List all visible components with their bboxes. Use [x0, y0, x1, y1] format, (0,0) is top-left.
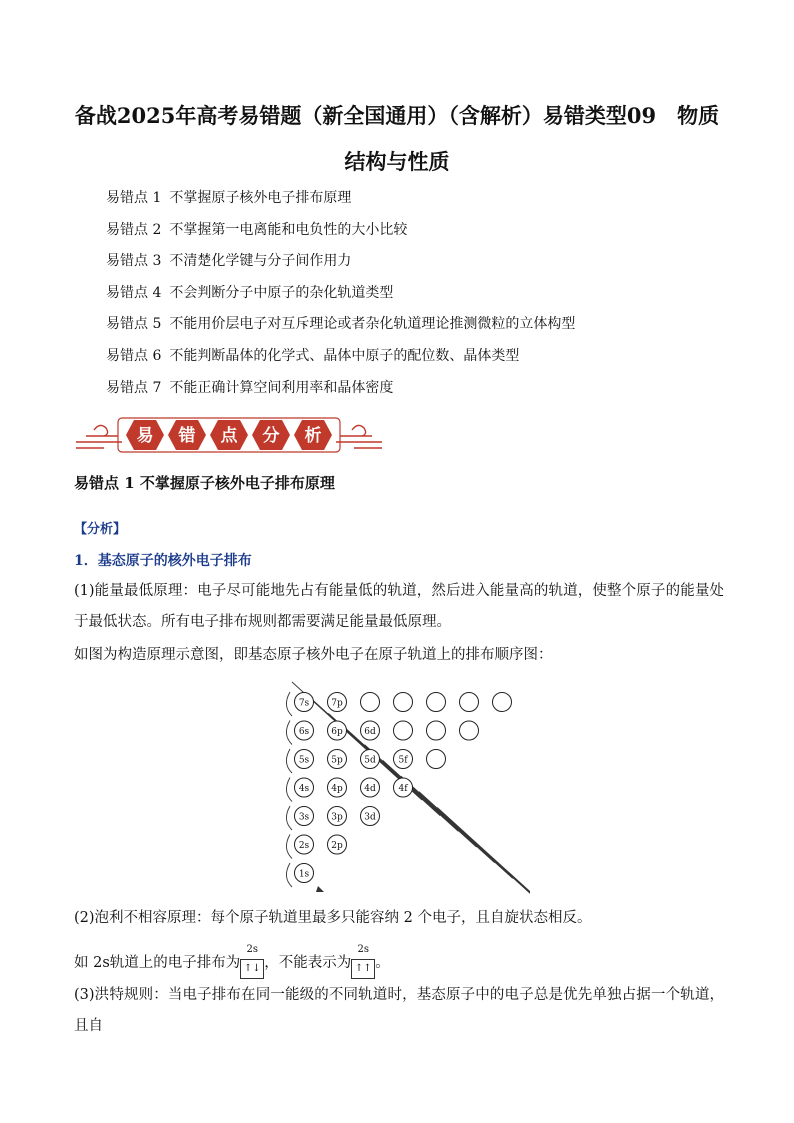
orbital-label: 2p — [331, 841, 343, 851]
orbital-box-wrong — [351, 944, 375, 979]
curl-path — [286, 749, 292, 773]
orbital-label: 6d — [364, 727, 376, 737]
empty-orbital-circle — [394, 721, 413, 740]
curl-path — [286, 806, 292, 830]
analysis-label: 【分析】 — [74, 522, 127, 537]
orbital-label: 7p — [331, 698, 343, 709]
paragraph-energy-principle: (1)能量最低原理：电子尽可能地先占有能量低的轨道，然后进入能量高的轨道，使整个原子的能量处于最低状态。所有电子排布规则都需要满足能量最低原理。 — [74, 583, 724, 630]
toc-item-label: 易错点 5 — [106, 316, 162, 333]
empty-orbital-circle — [427, 721, 446, 740]
orbital-label: 1s — [298, 869, 310, 880]
toc-item-label: 易错点 6 — [106, 347, 162, 364]
toc-item-text: 不能用价层电子对互斥理论或者杂化轨道理论推测微粒的立体构型 — [169, 316, 576, 333]
toc-list — [106, 184, 583, 405]
orbital-label: 7s — [298, 698, 310, 709]
empty-orbital-circle — [460, 693, 479, 712]
curl-path — [286, 863, 292, 887]
example-text-a: 如 2s轨道上的电子排布为 — [74, 955, 241, 971]
orbital-label: 5d — [364, 755, 376, 766]
orbital-label: 2s — [298, 841, 310, 851]
toc-item-text: 不能判断晶体的化学式、晶体中原子的配位数、晶体类型 — [169, 347, 520, 364]
toc-item-label: 易错点 7 — [106, 379, 162, 396]
orbital-label: 6s — [298, 727, 310, 737]
aufbau-diagram — [270, 670, 530, 896]
paragraph-diagram-intro: 如图为构造原理示意图，即基态原子核外电子在原子轨道上的排布顺序图： — [74, 647, 553, 663]
orbital-label: 4s — [298, 784, 310, 794]
banner-char: 分 — [262, 426, 280, 446]
orbital-label: 3s — [298, 812, 310, 823]
banner-char: 错 — [178, 426, 196, 446]
diagonal-curls — [286, 692, 292, 887]
banner-char: 易 — [136, 426, 154, 446]
orbital-box-label: 2s — [357, 944, 370, 955]
toc-item-text: 不掌握第一电离能和电负性的大小比较 — [169, 221, 408, 238]
orbital-label: 4p — [331, 784, 343, 794]
arrowhead-icon — [316, 886, 324, 892]
banner-char: 点 — [220, 426, 238, 446]
section-title: 易错点 1 不掌握原子核外电子排布原理 — [74, 474, 335, 492]
toc-item — [106, 342, 583, 374]
banner-right-swirl-icon — [336, 425, 382, 448]
toc-item-label: 易错点 3 — [106, 253, 162, 270]
example-text-c: 。 — [375, 955, 390, 971]
toc-item-label: 易错点 1 — [106, 190, 162, 206]
toc-item — [106, 310, 583, 342]
orbital-label: 6p — [331, 727, 343, 737]
page-title: 备战2025年高考易错题（新全国通用）（含解析）易错类型09 物质 — [74, 103, 720, 128]
orbital-arrows: ↑↑ — [354, 963, 372, 974]
toc-item — [106, 279, 583, 311]
curl-path — [286, 835, 292, 859]
toc-item-label: 易错点 4 — [106, 284, 162, 301]
empty-orbital-circle — [394, 693, 413, 712]
toc-item-label: 易错点 2 — [106, 221, 162, 238]
empty-orbital-circle — [427, 750, 446, 769]
toc-item-text: 不会判断分子中原子的杂化轨道类型 — [169, 284, 394, 301]
orbital-label: 5f — [398, 755, 408, 766]
orbital-box-label: 2s — [246, 944, 259, 955]
empty-orbital-circle — [361, 693, 380, 712]
page-title-line2: 结构与性质 — [344, 149, 450, 174]
toc-item-text: 不能正确计算空间利用率和晶体密度 — [169, 379, 394, 396]
subsection-heading: 1．基态原子的核外电子排布 — [74, 553, 252, 569]
curl-path — [286, 721, 292, 745]
orbital-box-correct — [240, 944, 264, 979]
orbital-label: 4f — [398, 784, 408, 794]
curl-path — [286, 692, 292, 716]
orbital-label: 3p — [331, 812, 343, 823]
banner-char: 析 — [304, 426, 322, 446]
orbital-label: 4d — [364, 784, 376, 794]
paragraph-hund-rule: (3)洪特规则：当电子排布在同一能级的不同轨道时，基态原子中的电子总是优先单独占据一个轨道，且自 — [74, 987, 724, 1034]
empty-orbital-circle — [493, 693, 512, 712]
toc-item — [106, 247, 583, 279]
example-text-b: ，不能表示为 — [264, 955, 352, 971]
toc-item — [106, 184, 583, 216]
banner-left-swirl-icon — [76, 425, 122, 448]
empty-orbital-circle — [427, 693, 446, 712]
curl-path — [286, 778, 292, 802]
orbital-label: 5p — [331, 755, 343, 766]
paragraph-pauli-principle: (2)泡利不相容原理：每个原子轨道里最多只能容纳 2 个电子，且自旋状态相反。 — [74, 910, 592, 926]
orbital-label: 3d — [364, 812, 376, 823]
toc-item — [106, 216, 583, 248]
orbital-arrows: ↑↓ — [243, 963, 261, 974]
orbital-label: 5s — [298, 755, 310, 766]
empty-orbital-circle — [460, 721, 479, 740]
banner-hexes — [118, 418, 340, 452]
section-banner — [74, 412, 384, 458]
toc-item-text: 不清楚化学键与分子间作用力 — [169, 253, 352, 270]
toc-item — [106, 374, 583, 406]
toc-item-text: 不掌握原子核外电子排布原理 — [169, 190, 352, 206]
